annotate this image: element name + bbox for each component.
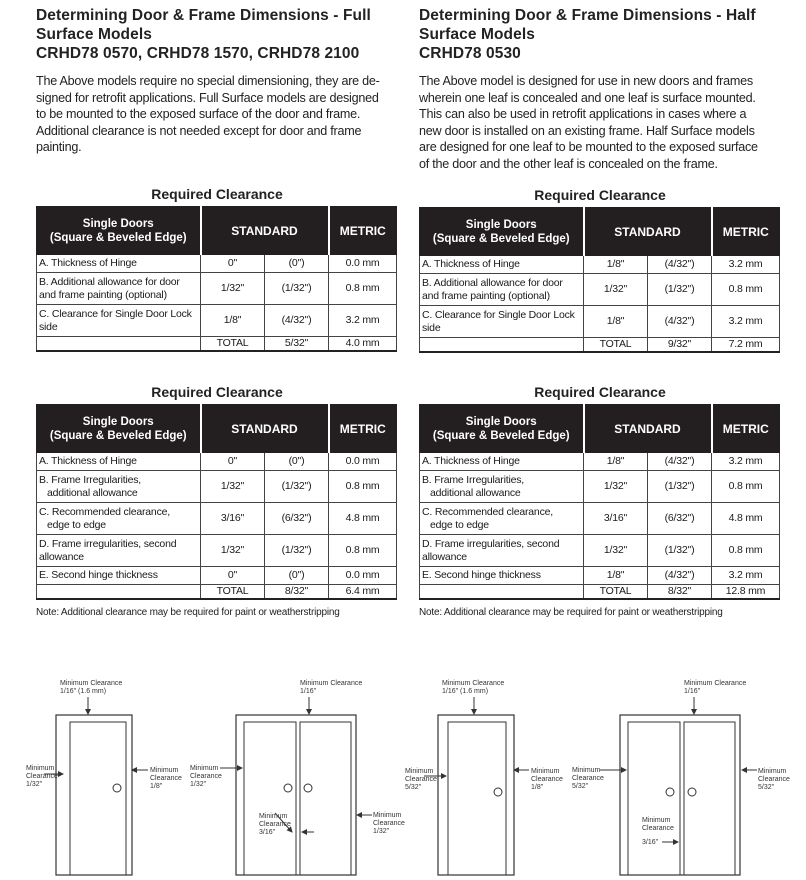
single-doors-header-line: (Square & Beveled Edge)	[49, 231, 187, 244]
row-label-line: allowance	[39, 550, 84, 563]
table-row	[420, 256, 780, 274]
metric-value: 3.2 mm	[712, 306, 780, 338]
intro-line: signed for retrofit applications. Full Surface models are designed	[36, 90, 379, 105]
row-label-line: C. Clearance for Single Door Lock	[39, 307, 192, 320]
row-label	[37, 471, 201, 503]
fraction-value: (0")	[265, 567, 329, 585]
top-clearance-value: 1/16"	[300, 688, 317, 695]
metric-value: 4.8 mm	[329, 503, 397, 535]
total-spacer	[420, 585, 584, 600]
door-knob-icon	[304, 784, 312, 792]
door-leaf	[300, 722, 351, 875]
minimum-label: Minimum	[531, 768, 560, 775]
row-label-line: and frame painting (optional)	[422, 289, 550, 302]
total-fraction: 5/32"	[265, 337, 329, 352]
total-row	[37, 337, 397, 352]
left-clearance-value: 5/32"	[405, 784, 422, 791]
single-doors-header	[37, 207, 201, 255]
metric-value: 0.8 mm	[329, 471, 397, 503]
table-row	[420, 306, 780, 338]
row-label-line: side	[39, 320, 58, 333]
standard-value: 1/32"	[584, 535, 648, 567]
standard-value: 1/32"	[201, 273, 265, 305]
metric-header: METRIC	[712, 208, 780, 256]
metric-value: 0.8 mm	[329, 273, 397, 305]
standard-value: 1/32"	[584, 471, 648, 503]
full-surface-column	[36, 6, 398, 156]
full-single-door-diagram	[26, 680, 182, 875]
row-label-line: D. Frame irregularities, second	[422, 537, 560, 550]
clearance-label: Clearance	[642, 825, 674, 832]
row-label	[37, 305, 201, 337]
right-clearance-value: 1/8"	[150, 783, 163, 790]
table-row	[37, 305, 397, 337]
row-label-line: additional allowance	[47, 486, 138, 499]
fraction-value: (0")	[265, 255, 329, 273]
door-frame	[56, 715, 132, 875]
min-clearance-label: Minimum Clearance	[60, 680, 123, 687]
total-label: TOTAL	[201, 337, 265, 352]
row-label-line: edge to edge	[430, 518, 489, 531]
minimum-label: Minimum	[572, 767, 601, 774]
single-doors-header-line: Single Doors	[465, 415, 537, 428]
row-label-line: C. Recommended clearance,	[39, 505, 170, 518]
row-label-line: A. Thickness of Hinge	[39, 257, 137, 269]
row-label	[37, 273, 201, 305]
top-clearance-value: 1/16" (1.6 mm)	[442, 688, 489, 695]
full-surface-intro	[36, 73, 398, 156]
half-surface-clearance-table-1	[419, 187, 781, 353]
single-doors-header-line: (Square & Beveled Edge)	[432, 429, 570, 442]
row-label-line: edge to edge	[47, 518, 106, 531]
row-label-line: B. Additional allowance for door	[422, 276, 563, 289]
standard-value: 1/32"	[584, 274, 648, 306]
metric-header: METRIC	[329, 207, 397, 255]
required-clearance-heading: Required Clearance	[534, 384, 666, 400]
clearance-label: Clearance	[26, 773, 58, 780]
title-line: CRHD78 0570, CRHD78 1570, CRHD78 2100	[36, 45, 360, 62]
top-clearance-value: 1/16" (1.6 mm)	[60, 688, 107, 695]
row-label-line: D. Frame irregularities, second	[39, 537, 177, 550]
table-row	[37, 255, 397, 273]
single-doors-header	[420, 208, 584, 256]
required-clearance-heading: Required Clearance	[151, 384, 283, 400]
total-label: TOTAL	[584, 585, 648, 600]
metric-value: 3.2 mm	[712, 256, 780, 274]
min-clearance-label: Minimum Clearance	[684, 680, 747, 687]
standard-value: 1/8"	[584, 306, 648, 338]
minimum-label: Minimum	[642, 817, 671, 824]
half-surface-title	[419, 6, 781, 63]
door-leaf	[448, 722, 506, 875]
fraction-value: (4/32")	[648, 306, 712, 338]
standard-value: 1/8"	[584, 256, 648, 274]
door-knob-icon	[666, 788, 674, 796]
half-surface-intro	[419, 73, 781, 172]
intro-line: This can also be used in retrofit applications in cases where a	[419, 107, 747, 121]
half-surface-column	[419, 6, 781, 172]
minimum-label: Minimum	[26, 765, 55, 772]
title-line: Determining Door & Frame Dimensions - Half	[419, 7, 756, 24]
fraction-value: (1/32")	[648, 471, 712, 503]
minimum-label: Minimum	[758, 768, 787, 775]
standard-header: STANDARD	[584, 208, 712, 256]
fraction-value: (4/32")	[648, 256, 712, 274]
row-label	[420, 453, 584, 471]
row-label	[420, 567, 584, 585]
standard-value: 1/8"	[201, 305, 265, 337]
total-fraction: 8/32"	[265, 585, 329, 600]
standard-header: STANDARD	[584, 405, 712, 453]
metric-value: 4.8 mm	[712, 503, 780, 535]
row-label	[420, 306, 584, 338]
required-clearance-heading: Required Clearance	[151, 186, 283, 202]
fraction-value: (4/32")	[648, 567, 712, 585]
single-doors-header-line: Single Doors	[82, 217, 154, 230]
full-surface-clearance-table-2	[36, 384, 398, 618]
total-metric: 4.0 mm	[329, 337, 397, 352]
clearance-table	[419, 404, 780, 600]
clearance-label: Clearance	[572, 775, 604, 782]
left-clearance-value: 1/32"	[26, 781, 43, 788]
total-fraction: 9/32"	[648, 338, 712, 353]
clearance-label: Clearance	[373, 820, 405, 827]
minimum-label: Minimum	[190, 765, 219, 772]
standard-value: 1/32"	[201, 471, 265, 503]
standard-value: 1/32"	[201, 535, 265, 567]
row-label-line: E. Second hinge thickness	[39, 569, 158, 581]
center-clearance-value: 3/16"	[642, 839, 659, 846]
clearance-label: Clearance	[190, 773, 222, 780]
single-doors-header-line: (Square & Beveled Edge)	[432, 232, 570, 245]
row-label-line: and frame painting (optional)	[39, 288, 167, 301]
door-frame	[438, 715, 514, 875]
door-leaf	[244, 722, 296, 875]
full-surface-title	[36, 6, 398, 63]
clearance-label: Clearance	[405, 776, 437, 783]
intro-line: are designed for one leaf to be mounted to the exposed surface	[419, 140, 758, 154]
single-doors-header-line: (Square & Beveled Edge)	[49, 429, 187, 442]
row-label	[37, 567, 201, 585]
right-clearance-value: 5/32"	[758, 784, 775, 791]
fraction-value: (6/32")	[648, 503, 712, 535]
clearance-note: Note: Additional clearance may be required for paint or weatherstripping	[36, 607, 340, 618]
standard-header: STANDARD	[201, 207, 329, 255]
clearance-table	[419, 207, 780, 353]
door-knob-icon	[688, 788, 696, 796]
minimum-label: Minimum	[405, 768, 434, 775]
single-doors-header	[420, 405, 584, 453]
door-leaf	[628, 722, 680, 875]
minimum-label: Minimum	[373, 812, 402, 819]
intro-line: to be mounted to the exposed surface of the door and frame.	[36, 107, 361, 121]
total-label: TOTAL	[584, 338, 648, 353]
row-label-line: A. Thickness of Hinge	[422, 258, 520, 270]
title-line: CRHD78 0530	[419, 45, 521, 62]
metric-value: 0.8 mm	[712, 471, 780, 503]
metric-value: 3.2 mm	[712, 453, 780, 471]
single-doors-header-line: Single Doors	[82, 415, 154, 428]
row-label	[37, 503, 201, 535]
total-spacer	[420, 338, 584, 353]
total-fraction: 8/32"	[648, 585, 712, 600]
center-clearance-value: 3/16"	[259, 829, 276, 836]
total-row	[420, 338, 780, 353]
row-label-line: A. Thickness of Hinge	[422, 455, 520, 467]
min-clearance-label: Minimum Clearance	[300, 680, 363, 687]
table-row	[420, 567, 780, 585]
door-leaf	[684, 722, 735, 875]
metric-value: 0.0 mm	[329, 255, 397, 273]
total-metric: 6.4 mm	[329, 585, 397, 600]
row-label	[37, 255, 201, 273]
door-clearance-diagrams	[0, 670, 806, 880]
table-row	[37, 273, 397, 305]
title-line: Surface Models	[419, 26, 535, 43]
row-label-line: allowance	[422, 550, 467, 563]
required-clearance-heading: Required Clearance	[534, 187, 666, 203]
standard-value: 0"	[201, 255, 265, 273]
total-metric: 12.8 mm	[712, 585, 780, 600]
metric-value: 0.0 mm	[329, 567, 397, 585]
total-label: TOTAL	[201, 585, 265, 600]
row-label-line: additional allowance	[430, 486, 521, 499]
fraction-value: (4/32")	[648, 453, 712, 471]
half-double-door-diagram	[572, 680, 790, 875]
right-clearance-value: 1/8"	[531, 784, 544, 791]
fraction-value: (1/32")	[648, 535, 712, 567]
clearance-label: Clearance	[259, 821, 291, 828]
standard-value: 1/8"	[584, 567, 648, 585]
half-surface-clearance-table-2	[419, 384, 781, 618]
clearance-label: Clearance	[150, 775, 182, 782]
single-doors-header	[37, 405, 201, 453]
title-line: Surface Models	[36, 26, 152, 43]
row-label-line: side	[422, 321, 441, 334]
standard-value: 3/16"	[201, 503, 265, 535]
row-label	[37, 453, 201, 471]
full-double-door-diagram	[190, 680, 405, 875]
row-label	[420, 256, 584, 274]
fraction-value: (1/32")	[265, 535, 329, 567]
row-label-line: E. Second hinge thickness	[422, 569, 541, 581]
row-label-line: C. Clearance for Single Door Lock	[422, 308, 575, 321]
row-label	[420, 471, 584, 503]
intro-line: painting.	[36, 140, 82, 154]
table-row	[420, 471, 780, 503]
intro-line: Additional clearance is not needed except for door and frame	[36, 123, 362, 138]
title-line: Determining Door & Frame Dimensions - Full	[36, 7, 371, 24]
single-doors-header-line: Single Doors	[465, 218, 537, 231]
metric-header: METRIC	[712, 405, 780, 453]
fraction-value: (1/32")	[265, 471, 329, 503]
fraction-value: (6/32")	[265, 503, 329, 535]
clearance-label: Clearance	[758, 776, 790, 783]
metric-header: METRIC	[329, 405, 397, 453]
right-clearance-value: 1/32"	[373, 828, 390, 835]
standard-value: 0"	[201, 567, 265, 585]
minimum-label: Minimum	[150, 767, 179, 774]
table-row	[37, 453, 397, 471]
table-row	[420, 453, 780, 471]
row-label-line: C. Recommended clearance,	[422, 505, 553, 518]
minimum-label: Minimum	[259, 813, 288, 820]
row-label-line: B. Frame Irregularities,	[39, 473, 141, 486]
door-knob-icon	[284, 784, 292, 792]
full-surface-clearance-table-1	[36, 186, 398, 352]
table-row	[420, 503, 780, 535]
left-clearance-value: 1/32"	[190, 781, 207, 788]
metric-value: 3.2 mm	[329, 305, 397, 337]
total-spacer	[37, 585, 201, 600]
fraction-value: (1/32")	[265, 273, 329, 305]
intro-line: wherein one leaf is concealed and one leaf is surface mounted.	[419, 90, 756, 105]
left-clearance-value: 5/32"	[572, 783, 589, 790]
intro-line: of the door and the other leaf is concealed on the frame.	[419, 156, 718, 171]
door-knob-icon	[494, 788, 502, 796]
table-row	[37, 535, 397, 567]
clearance-table	[36, 206, 397, 352]
row-label	[420, 503, 584, 535]
metric-value: 3.2 mm	[712, 567, 780, 585]
intro-line: new door is installed on an existing frame. Half Surface models	[419, 123, 755, 138]
total-metric: 7.2 mm	[712, 338, 780, 353]
door-knob-icon	[113, 784, 121, 792]
table-row	[37, 503, 397, 535]
clearance-label: Clearance	[531, 776, 563, 783]
row-label	[420, 274, 584, 306]
row-label	[420, 535, 584, 567]
fraction-value: (4/32")	[265, 305, 329, 337]
table-row	[420, 274, 780, 306]
table-row	[420, 535, 780, 567]
intro-line: The Above model is designed for use in new doors and frames	[419, 74, 753, 88]
door-leaf	[70, 722, 126, 875]
half-single-door-diagram	[405, 680, 563, 875]
clearance-note: Note: Additional clearance may be required for paint or weatherstripping	[419, 607, 723, 618]
top-clearance-value: 1/16"	[684, 688, 701, 695]
clearance-table	[36, 404, 397, 600]
metric-value: 0.8 mm	[712, 535, 780, 567]
metric-value: 0.0 mm	[329, 453, 397, 471]
total-row	[420, 585, 780, 600]
table-row	[37, 471, 397, 503]
total-row	[37, 585, 397, 600]
fraction-value: (1/32")	[648, 274, 712, 306]
min-clearance-label: Minimum Clearance	[442, 680, 505, 687]
standard-header: STANDARD	[201, 405, 329, 453]
standard-value: 3/16"	[584, 503, 648, 535]
row-label	[37, 535, 201, 567]
metric-value: 0.8 mm	[712, 274, 780, 306]
standard-value: 1/8"	[584, 453, 648, 471]
row-label-line: A. Thickness of Hinge	[39, 455, 137, 467]
metric-value: 0.8 mm	[329, 535, 397, 567]
fraction-value: (0")	[265, 453, 329, 471]
standard-value: 0"	[201, 453, 265, 471]
total-spacer	[37, 337, 201, 352]
row-label-line: B. Frame Irregularities,	[422, 473, 524, 486]
row-label-line: B. Additional allowance for door	[39, 275, 180, 288]
table-row	[37, 567, 397, 585]
intro-line: The Above models require no special dimensioning, they are de-	[36, 74, 380, 88]
